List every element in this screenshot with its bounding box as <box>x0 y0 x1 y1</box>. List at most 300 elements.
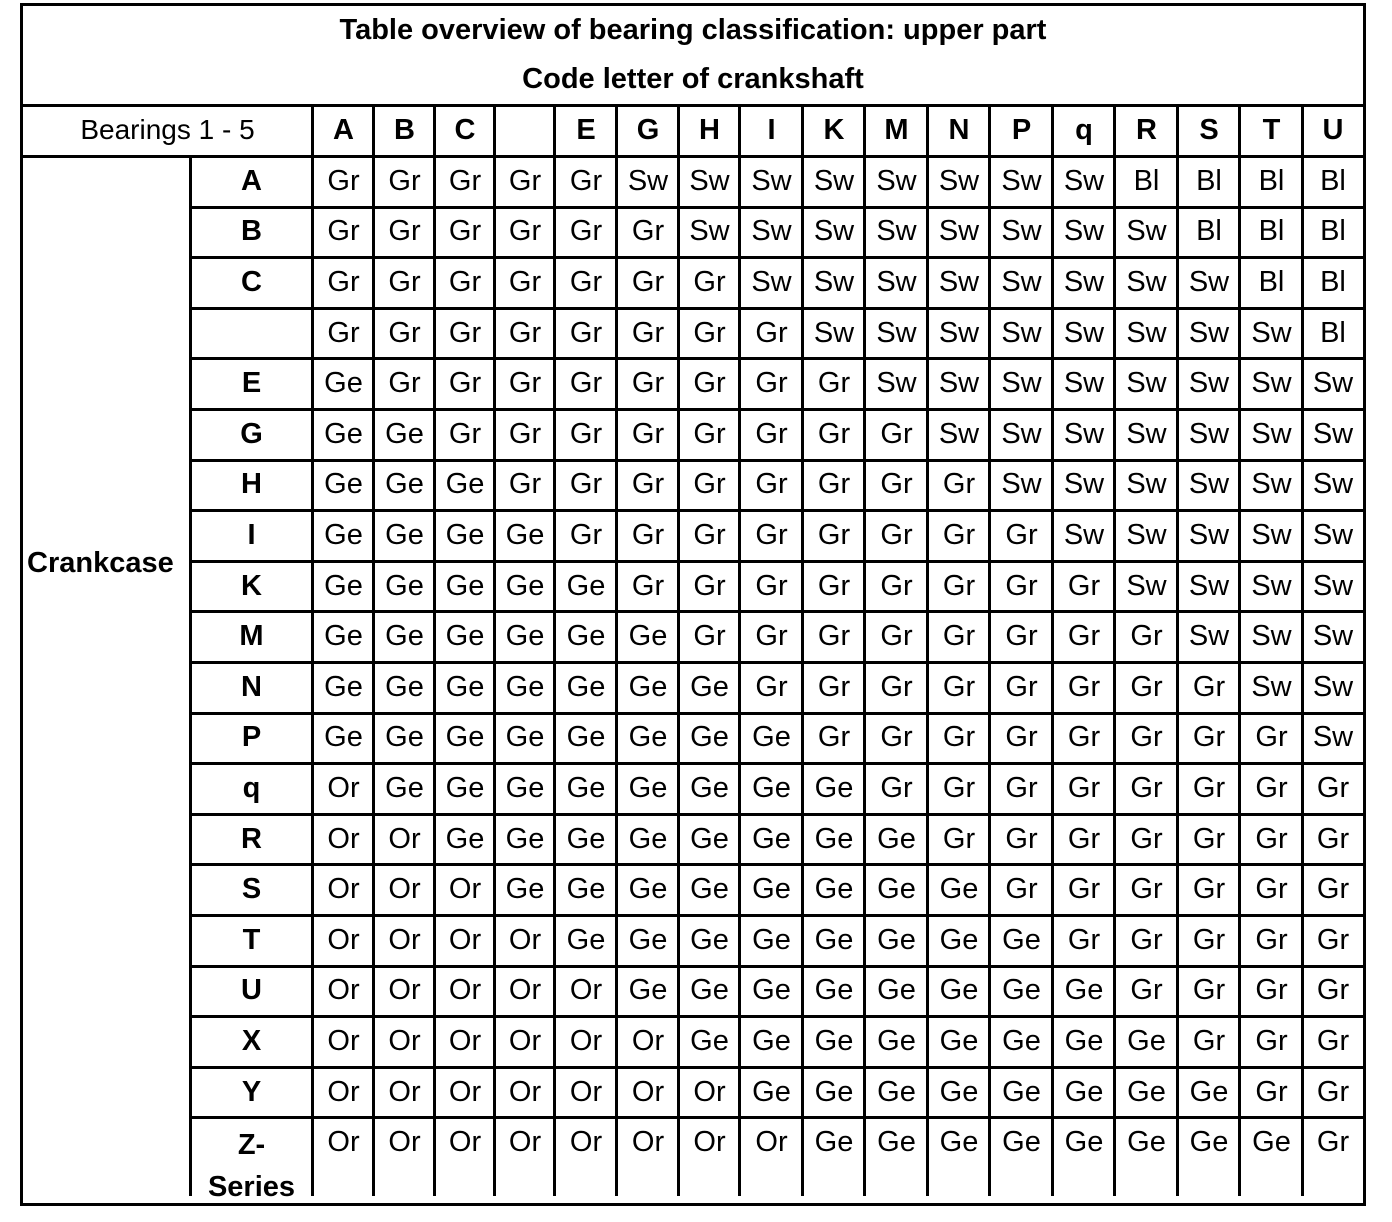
table-cell: Ge <box>566 873 606 906</box>
table-cell: Or <box>508 1126 542 1159</box>
table-cell: Or <box>327 822 360 855</box>
table-cell: Sw <box>1251 367 1292 400</box>
table-cell: Gr <box>880 670 913 703</box>
table-cell: Gr <box>817 468 851 501</box>
corner-label-bearings: Bearings 1 - 5 <box>80 114 255 145</box>
table-cell: Ge <box>877 1126 916 1159</box>
table-cell: Gr <box>569 215 603 248</box>
table-cell: Ge <box>445 620 485 653</box>
row-header <box>192 1118 311 1204</box>
row-header: Y <box>241 1075 262 1108</box>
table-cell: Or <box>569 1024 603 1057</box>
table-cell: Or <box>327 1126 360 1159</box>
table-cell: Gr <box>1255 923 1288 956</box>
table-cell: Sw <box>1251 468 1292 501</box>
table-cell: Gr <box>693 468 726 501</box>
table-cell: Gr <box>448 215 482 248</box>
table-cell: Gr <box>508 215 542 248</box>
row-header-line: Series <box>207 1171 296 1204</box>
table-cell: Sw <box>1063 518 1105 551</box>
table-cell: Ge <box>628 822 668 855</box>
table-cell: Or <box>631 1024 665 1057</box>
table-cell: Ge <box>752 1024 791 1057</box>
row-header: T <box>242 923 261 956</box>
column-header: q <box>1075 114 1093 146</box>
table-cell: Sw <box>1063 316 1105 349</box>
table-cell: Ge <box>752 1075 791 1108</box>
table-cell: Sw <box>1312 417 1354 450</box>
table-cell: Gr <box>448 316 482 349</box>
table-cell: Ge <box>1002 923 1041 956</box>
table-cell: Ge <box>385 518 424 551</box>
table-cell: Ge <box>1127 1126 1166 1159</box>
table-cell: Sw <box>1251 316 1292 349</box>
table-cell: Ge <box>505 518 545 551</box>
table-cell: Sw <box>1188 468 1230 501</box>
table-cell: Sw <box>813 316 855 349</box>
table-cell: Gr <box>880 417 913 450</box>
table-cell: Sw <box>751 265 792 298</box>
table-cell: Gr <box>1005 518 1038 551</box>
table-cell: Ge <box>324 620 363 653</box>
table-cell: Ge <box>566 923 606 956</box>
table-cell: Gr <box>569 367 603 400</box>
table-cell: Or <box>327 771 360 804</box>
table-cell: Sw <box>1251 670 1292 703</box>
column-header: E <box>576 114 596 146</box>
table-cell: Sw <box>1312 468 1354 501</box>
table-cell: Sw <box>876 265 917 298</box>
table-cell: Or <box>388 1075 421 1108</box>
row-header: K <box>241 569 262 602</box>
table-cell: Ge <box>324 569 363 602</box>
row-header: P <box>241 721 262 754</box>
table-cell: Ge <box>324 468 363 501</box>
table-cell: Gr <box>1005 670 1038 703</box>
table-cell: Or <box>448 923 482 956</box>
table-cell: Gr <box>817 670 851 703</box>
table-cell: Gr <box>1255 974 1288 1007</box>
table-cell: Sw <box>1126 569 1167 602</box>
table-cell: Sw <box>1001 164 1042 197</box>
table-cell: Ge <box>1002 1075 1041 1108</box>
table-cell: Gr <box>1192 974 1226 1007</box>
table-cell: Ge <box>690 923 729 956</box>
table-cell: Or <box>448 1024 482 1057</box>
table-cell: Sw <box>1001 417 1042 450</box>
table-cell: Bl <box>1196 215 1222 248</box>
column-header: M <box>884 114 909 146</box>
table-cell: Ge <box>939 873 979 906</box>
table-cell: Gr <box>1067 771 1101 804</box>
table-cell: Gr <box>942 518 976 551</box>
table-cell: Ge <box>566 771 606 804</box>
column-header: H <box>699 114 720 146</box>
table-cell: Gr <box>693 518 726 551</box>
column-header: I <box>767 114 776 146</box>
table-cell: Gr <box>1067 620 1101 653</box>
table-cell: Sw <box>876 164 917 197</box>
table-cell: Or <box>569 974 603 1007</box>
table-cell: Gr <box>1255 1024 1288 1057</box>
table-cell: Ge <box>445 721 485 754</box>
table-cell: Gr <box>1316 822 1350 855</box>
table-cell: Gr <box>1005 771 1038 804</box>
table-cell: Gr <box>817 620 851 653</box>
table-cell: Or <box>448 873 482 906</box>
table-cell: Or <box>448 974 482 1007</box>
table-cell: Gr <box>1130 974 1163 1007</box>
table-cell: Sw <box>1126 215 1167 248</box>
table-cell: Or <box>448 1126 482 1159</box>
table-cell: Sw <box>1063 367 1105 400</box>
table-cell: Sw <box>1188 367 1230 400</box>
table-cell: Bl <box>1133 164 1160 197</box>
column-header: S <box>1199 114 1219 146</box>
table-cell: Gr <box>1005 721 1038 754</box>
table-cell: Ge <box>690 771 729 804</box>
table-cell: Gr <box>631 215 665 248</box>
table-cell: Ge <box>628 873 668 906</box>
table-cell: Ge <box>939 923 979 956</box>
table-cell: Gr <box>880 771 913 804</box>
table-cell: Gr <box>1192 771 1226 804</box>
table-cell: Or <box>388 974 421 1007</box>
table-cell: Or <box>693 1075 726 1108</box>
table-cell: Gr <box>755 518 788 551</box>
table-cell: Gr <box>817 721 851 754</box>
table-cell: Or <box>327 1024 360 1057</box>
table-cell: Gr <box>448 367 482 400</box>
table-cell: Ge <box>566 721 606 754</box>
table-cell: Ge <box>1127 1075 1166 1108</box>
table-cell: Sw <box>1063 164 1105 197</box>
table-cell: Bl <box>1258 265 1285 298</box>
table-cell: Gr <box>1316 923 1350 956</box>
table-cell: Gr <box>817 367 851 400</box>
table-cell: Ge <box>385 417 424 450</box>
column-header: N <box>948 114 970 146</box>
table-cell: Ge <box>445 569 485 602</box>
table-cell: Gr <box>1316 1126 1350 1159</box>
table-cell: Ge <box>814 822 854 855</box>
table-cell: Ge <box>385 721 424 754</box>
table-cell: Or <box>388 873 421 906</box>
table-cell: Gr <box>569 468 603 501</box>
table-cell: Ge <box>752 873 791 906</box>
table-cell: Gr <box>631 367 665 400</box>
table-cell: Sw <box>689 164 730 197</box>
table-cell: Gr <box>508 316 542 349</box>
table-cell: Sw <box>876 316 917 349</box>
table-cell: Gr <box>693 367 726 400</box>
table-cell: Ge <box>877 1075 916 1108</box>
table-cell: Gr <box>508 417 542 450</box>
bearing-classification-table <box>20 3 1366 1206</box>
table-cell: Ge <box>814 873 854 906</box>
row-header-line: Z- <box>237 1129 266 1162</box>
table-cell: Gr <box>1192 670 1226 703</box>
table-cell: Sw <box>751 215 792 248</box>
table-cell: Sw <box>1063 417 1105 450</box>
column-header: B <box>394 114 415 146</box>
row-header: C <box>241 265 262 298</box>
table-cell: Gr <box>1255 873 1288 906</box>
table-cell: Gr <box>755 367 788 400</box>
row-header: I <box>247 518 256 551</box>
row-group-label-crankcase: Crankcase <box>27 547 174 579</box>
row-header: N <box>241 670 262 703</box>
table-cell: Or <box>631 1075 665 1108</box>
column-header <box>495 106 555 155</box>
table-cell: Gr <box>1316 974 1350 1007</box>
table-cell: Ge <box>445 670 485 703</box>
table-cell: Ge <box>628 670 668 703</box>
table-cell: Ge <box>505 670 545 703</box>
table-cell: Gr <box>388 316 421 349</box>
table-cell: Ge <box>690 822 729 855</box>
table-cell: Or <box>388 1024 421 1057</box>
table-cell: Gr <box>1067 822 1101 855</box>
table-cell: Gr <box>817 518 851 551</box>
table-cell: Sw <box>876 367 917 400</box>
table-cell: Ge <box>505 822 545 855</box>
table-cell: Bl <box>1258 164 1285 197</box>
table-cell: Gr <box>1316 1024 1350 1057</box>
table-cell: Ge <box>1064 974 1104 1007</box>
table-cell: Ge <box>1189 1126 1229 1159</box>
table-cell: Ge <box>445 771 485 804</box>
table-cell: Sw <box>938 164 980 197</box>
table-cell: Ge <box>690 1024 729 1057</box>
table-cell: Ge <box>324 417 363 450</box>
table-cell: Ge <box>385 771 424 804</box>
row-header: S <box>241 873 262 906</box>
table-cell: Gr <box>1130 822 1163 855</box>
table-cell: Gr <box>1255 822 1288 855</box>
table-cell: Gr <box>569 417 603 450</box>
table-cell: Or <box>448 1075 482 1108</box>
table-cell: Ge <box>445 468 485 501</box>
table-cell: Ge <box>385 468 424 501</box>
table-cell: Ge <box>1064 1024 1104 1057</box>
table-cell: Gr <box>942 822 976 855</box>
table-cell: Ge <box>690 974 729 1007</box>
row-header: q <box>242 771 261 804</box>
table-cell: Gr <box>508 164 542 197</box>
table-cell: Gr <box>1192 923 1226 956</box>
table-cell: Gr <box>1067 873 1101 906</box>
row-header: U <box>241 974 262 1007</box>
column-header: P <box>1011 114 1032 146</box>
table-cell: Ge <box>690 873 729 906</box>
table-cell: Gr <box>1192 721 1226 754</box>
row-header: X <box>241 1024 262 1057</box>
table-subtitle: Code letter of crankshaft <box>522 63 864 95</box>
table-cell: Gr <box>1005 569 1038 602</box>
table-cell: Gr <box>880 569 913 602</box>
table-cell: Sw <box>1001 468 1042 501</box>
table-cell: Or <box>388 923 421 956</box>
table-cell: Gr <box>508 468 542 501</box>
table-cell: Gr <box>1192 873 1226 906</box>
table-cell: Sw <box>1001 215 1042 248</box>
table-cell: Sw <box>938 417 980 450</box>
table-cell: Gr <box>448 164 482 197</box>
table-cell: Ge <box>1252 1126 1291 1159</box>
table-cell: Gr <box>817 417 851 450</box>
table-cell: Gr <box>631 569 665 602</box>
row-header: E <box>241 367 262 400</box>
table-cell: Bl <box>1320 164 1346 197</box>
table-cell: Gr <box>508 265 542 298</box>
table-cell: Ge <box>690 670 729 703</box>
table-cell: Ge <box>628 620 668 653</box>
table-cell: Ge <box>445 822 485 855</box>
table-cell: Ge <box>877 923 916 956</box>
table-cell: Sw <box>1063 215 1105 248</box>
table-cell: Or <box>327 923 360 956</box>
table-cell: Sw <box>1001 367 1042 400</box>
table-cell: Sw <box>1312 721 1354 754</box>
table-cell: Gr <box>1316 1075 1350 1108</box>
table-cell: Ge <box>324 367 363 400</box>
table-cell: Or <box>508 1075 542 1108</box>
table-cell: Gr <box>1130 923 1163 956</box>
table-cell: Gr <box>693 620 726 653</box>
table-cell: Bl <box>1320 215 1346 248</box>
table-cell: Gr <box>942 670 976 703</box>
table-cell: Sw <box>1188 265 1230 298</box>
table-cell: Ge <box>628 974 668 1007</box>
table-cell: Sw <box>1312 620 1354 653</box>
table-cell: Ge <box>877 1024 916 1057</box>
table-cell: Ge <box>324 721 363 754</box>
table-cell: Or <box>755 1126 788 1159</box>
row-header <box>192 309 311 358</box>
table-cell: Ge <box>1189 1075 1229 1108</box>
table-cell: Sw <box>938 215 980 248</box>
table-title: Table overview of bearing classification: upper part <box>339 14 1047 46</box>
table-cell: Sw <box>938 265 980 298</box>
table-cell: Gr <box>1130 620 1163 653</box>
table-cell: Ge <box>505 721 545 754</box>
table-cell: Gr <box>942 569 976 602</box>
table-cell: Gr <box>755 468 788 501</box>
table-cell: Ge <box>752 974 791 1007</box>
column-header: T <box>1262 114 1281 146</box>
table-cell: Gr <box>1067 923 1101 956</box>
table-cell: Ge <box>324 518 363 551</box>
table-cell: Ge <box>1064 1075 1104 1108</box>
table-cell: Sw <box>938 316 980 349</box>
table-cell: Ge <box>1127 1024 1166 1057</box>
table-cell: Gr <box>755 569 788 602</box>
table-cell: Gr <box>327 316 360 349</box>
table-cell: Sw <box>1251 518 1292 551</box>
table-cell: Gr <box>880 721 913 754</box>
table-cell: Gr <box>448 265 482 298</box>
table-cell: Gr <box>880 620 913 653</box>
table-cell: Ge <box>752 721 791 754</box>
table-cell: Gr <box>1130 721 1163 754</box>
table-cell: Sw <box>1001 316 1042 349</box>
table-cell: Ge <box>752 822 791 855</box>
table-cell: Gr <box>388 164 421 197</box>
table-cell: Or <box>388 1126 421 1159</box>
table-cell: Ge <box>566 822 606 855</box>
table-cell: Sw <box>876 215 917 248</box>
table-cell: Or <box>327 1075 360 1108</box>
table-cell: Sw <box>1312 670 1354 703</box>
table-cell: Gr <box>755 620 788 653</box>
table-cell: Ge <box>628 923 668 956</box>
table-cell: Ge <box>1002 1126 1041 1159</box>
table-cell: Gr <box>693 316 726 349</box>
table-cell: Ge <box>445 518 485 551</box>
row-header: R <box>241 822 262 855</box>
table-cell: Sw <box>1312 518 1354 551</box>
table-cell: Gr <box>631 417 665 450</box>
table-cell: Gr <box>1316 771 1350 804</box>
table-cell: Ge <box>939 1075 979 1108</box>
table-cell: Sw <box>1188 620 1230 653</box>
table-cell: Ge <box>939 1024 979 1057</box>
table-cell: Ge <box>752 771 791 804</box>
row-header: A <box>241 164 262 197</box>
row-header: H <box>241 468 262 501</box>
table-cell: Gr <box>569 265 603 298</box>
table-cell: Sw <box>1063 265 1105 298</box>
table-cell: Gr <box>755 670 788 703</box>
table-cell: Gr <box>755 316 788 349</box>
table-cell: Ge <box>628 771 668 804</box>
table-cell: Gr <box>1005 620 1038 653</box>
table-cell: Ge <box>505 620 545 653</box>
table-cell: Ge <box>505 873 545 906</box>
table-cell: Gr <box>569 518 603 551</box>
table-cell: Or <box>327 974 360 1007</box>
table-cell: Ge <box>690 721 729 754</box>
table-cell: Bl <box>1258 215 1285 248</box>
table-cell: Gr <box>1255 721 1288 754</box>
table-cell: Gr <box>631 316 665 349</box>
table-cell: Ge <box>752 923 791 956</box>
table-cell: Or <box>327 873 360 906</box>
table-cell: Ge <box>385 620 424 653</box>
table-cell: Gr <box>1130 771 1163 804</box>
table-cell: Ge <box>814 1075 854 1108</box>
table-cell: Ge <box>814 771 854 804</box>
table-cell: Ge <box>877 822 916 855</box>
table-cell: Sw <box>1063 468 1105 501</box>
table-cell: Gr <box>1316 873 1350 906</box>
table-cell: Ge <box>324 670 363 703</box>
table-cell: Sw <box>1188 316 1230 349</box>
table-cell: Gr <box>327 215 360 248</box>
table-cell: Or <box>508 974 542 1007</box>
table-cell: Gr <box>693 569 726 602</box>
table-cell: Gr <box>631 265 665 298</box>
table-cell: Ge <box>877 873 916 906</box>
table-cell: Ge <box>814 974 854 1007</box>
table-cell: Gr <box>1255 771 1288 804</box>
table-cell: Sw <box>689 215 730 248</box>
table-cell: Sw <box>1188 569 1230 602</box>
table-cell: Gr <box>327 164 360 197</box>
table-cell: Gr <box>942 620 976 653</box>
table-cell: Gr <box>1067 721 1101 754</box>
